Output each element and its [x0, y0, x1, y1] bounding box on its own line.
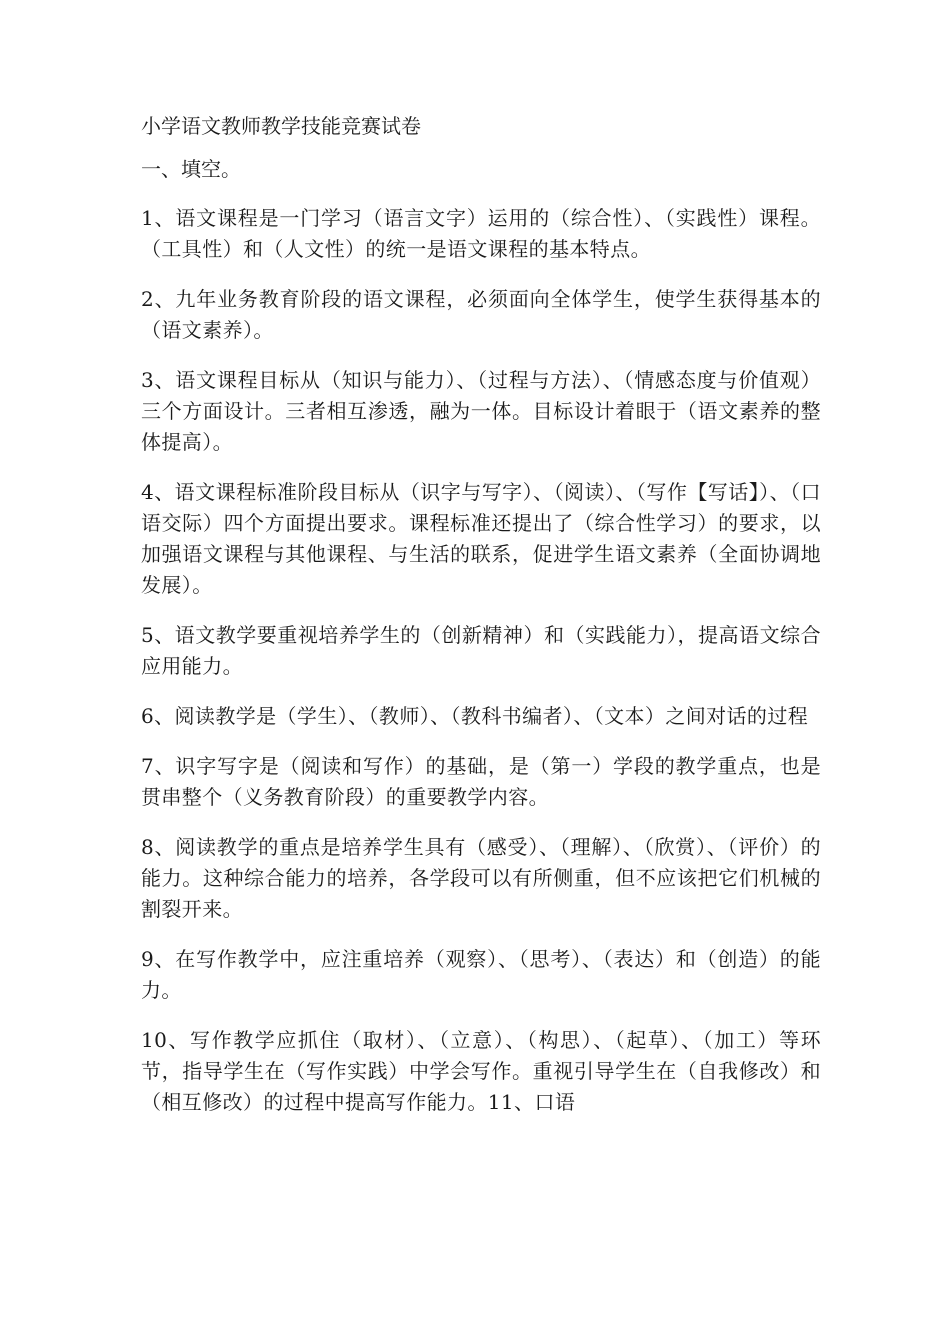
- question-item-2: 2、九年业务教育阶段的语文课程，必须面向全体学生，使学生获得基本的（语文素养）。: [141, 287, 821, 342]
- question-item-10: 10、写作教学应抓住（取材）、（立意）、（构思）、（起草）、（加工）等环节，指导学生在（写作实践）中学会写作。重视引导学生在（自我修改）和（相互修改）的过程中提高写作能力。11、口语: [141, 1028, 821, 1114]
- question-item-4: 4、语文课程标准阶段目标从（识字与写字）、（阅读）、（写作【写话】）、（口语交际）四个方面提出要求。课程标准还提出了（综合性学习）的要求，以加强语文课程与其他课程、与生活的联系，促进学生语文素养（全面协调地发展）。: [141, 480, 821, 597]
- question-item-1: 1、语文课程是一门学习（语言文字）运用的（综合性）、（实践性）课程。（工具性）和（人文性）的统一是语文课程的基本特点。: [141, 206, 821, 261]
- document-title: 小学语文教师教学技能竞赛试卷: [141, 114, 421, 138]
- question-item-6: 6、阅读教学是（学生）、（教师）、（教科书编者）、（文本）之间对话的过程: [141, 704, 809, 728]
- question-item-5: 5、语文教学要重视培养学生的（创新精神）和（实践能力），提高语文综合应用能力。: [141, 623, 821, 678]
- question-item-7: 7、识字写字是（阅读和写作）的基础，是（第一）学段的教学重点，也是贯串整个（义务教育阶段）的重要教学内容。: [141, 754, 821, 809]
- document-body: [141, 110, 821, 1118]
- section-heading: 一、填空。: [141, 157, 241, 181]
- question-item-3: 3、语文课程目标从（知识与能力）、（过程与方法）、（情感态度与价值观）三个方面设计。三者相互渗透，融为一体。目标设计着眼于（语文素养的整体提高）。: [141, 368, 821, 454]
- question-item-8: 8、阅读教学的重点是培养学生具有（感受）、（理解）、（欣赏）、（评价）的能力。这种综合能力的培养，各学段可以有所侧重，但不应该把它们机械的割裂开来。: [141, 835, 821, 921]
- question-item-9: 9、在写作教学中，应注重培养（观察）、（思考）、（表达）和（创造）的能力。: [141, 947, 821, 1002]
